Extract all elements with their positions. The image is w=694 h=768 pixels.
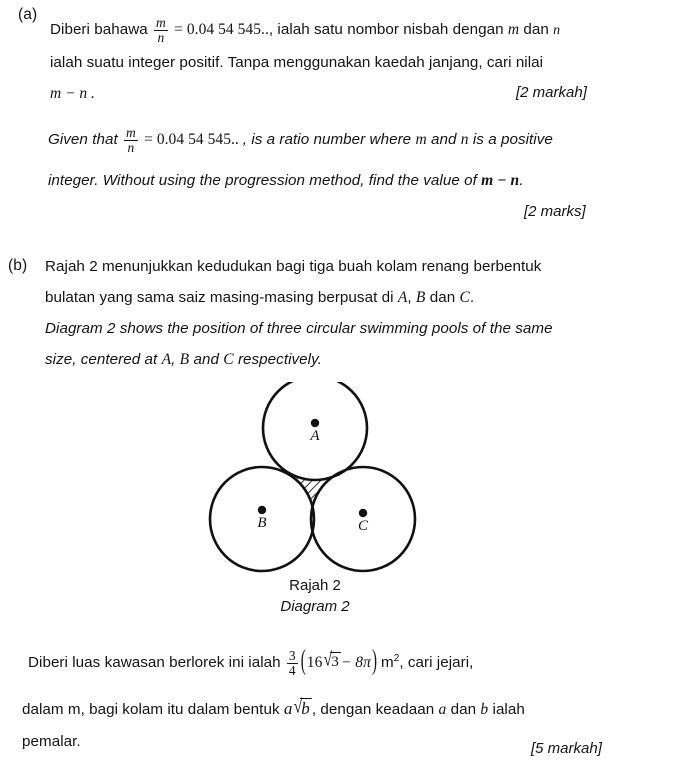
part-b-english-line2-pre: size, centered at	[45, 351, 158, 368]
point-b-english: B	[179, 351, 190, 368]
part-b-question-line2	[22, 698, 525, 719]
unit-exponent: 2	[393, 652, 400, 664]
comma-2: ,	[171, 351, 176, 368]
minus-eight-pi: − 8π	[340, 653, 371, 671]
period-1: .	[469, 289, 475, 306]
diagram-caption-malay: Rajah 2	[289, 577, 341, 594]
part-b-english-line2-post: respectively.	[237, 351, 322, 368]
comma-1: ,	[407, 289, 412, 306]
variable-m-english: m	[415, 130, 427, 148]
fraction-numerator: m	[156, 15, 166, 30]
part-b-english-line2	[45, 351, 322, 369]
part-a-english-line2	[48, 172, 524, 190]
part-a-malay-line1	[50, 16, 560, 45]
center-dot-a	[311, 419, 319, 427]
point-a: A	[397, 289, 408, 306]
part-b-question-line2-pre: dalam m, bagi kolam itu dalam bentuk	[22, 701, 280, 718]
paren-open: (	[300, 646, 306, 678]
part-b-question-marks: [5 markah]	[531, 740, 602, 757]
point-a-english: A	[161, 351, 172, 368]
expression-a-sqrt-b	[283, 696, 312, 718]
diagram-three-circles	[198, 382, 432, 577]
part-b-question-line1-post: , cari jejari,	[399, 653, 474, 671]
part-a-english-line2-pre: integer. Without using the progression method, find the value of	[48, 172, 477, 189]
fraction-m-over-n	[154, 16, 168, 45]
center-dot-b	[258, 506, 266, 514]
center-label-a: A	[310, 428, 320, 444]
paren-close: )	[371, 646, 377, 678]
variable-a: a	[438, 701, 447, 718]
part-b-question-line1-pre: Diberi luas kawasan berlorek ini ialah	[28, 653, 281, 671]
center-label-c: C	[357, 518, 369, 534]
part-a-english-line1-tail: is a positive	[472, 130, 553, 148]
conjunction-and: and	[430, 130, 457, 148]
sqrt-b	[292, 698, 311, 719]
unit-metres: m	[380, 653, 394, 671]
part-a-malay-marks: [2 markah]	[516, 84, 587, 101]
shaded-region	[238, 442, 398, 552]
fraction-three-quarters	[287, 649, 298, 678]
part-a-label: (a)	[18, 6, 38, 23]
fraction-denominator: n	[124, 140, 138, 155]
fraction-numerator: m	[126, 125, 136, 140]
center-label-b: B	[257, 515, 267, 531]
fraction-m-over-n-english	[124, 126, 138, 155]
part-b-label: (b)	[8, 257, 28, 274]
fraction-denominator: 4	[288, 662, 296, 678]
part-a-english-line1-post: , is a ratio number where	[242, 130, 412, 148]
part-a-english-marks: [2 marks]	[524, 203, 586, 220]
part-b-malay-line2	[45, 289, 474, 307]
part-b-malay-line2-pre: bulatan yang sama saiz masing-masing berpusat di	[45, 289, 394, 306]
part-a-malay-line1-post: , ialah satu nombor nisbah dengan	[268, 20, 504, 38]
radical-sign: √	[293, 696, 303, 718]
radicand-b: b	[301, 698, 310, 718]
sqrt-three	[322, 649, 341, 672]
part-b-question-line3: pemalar.	[22, 733, 81, 750]
radical-sign: √	[323, 649, 333, 671]
part-a-english-line2-post: .	[519, 172, 524, 189]
part-b-question-line1	[28, 646, 474, 678]
conjunction-dan-b: dan	[429, 289, 456, 306]
point-b: B	[415, 289, 426, 306]
part-b-english-line1: Diagram 2 shows the position of three circular swimming pools of the same	[45, 320, 553, 337]
variable-n: n	[553, 22, 561, 38]
part-a-malay-line1-pre: Diberi bahawa	[50, 20, 148, 38]
conjunction-dan-q: dan	[450, 701, 477, 718]
part-a-malay-line2: ialah suatu integer positif. Tanpa menggunakan kaedah janjang, cari nilai	[50, 54, 544, 71]
part-a-malay-expression: m − n .	[50, 85, 95, 102]
point-c-english: C	[223, 351, 234, 368]
center-dot-c	[359, 509, 367, 517]
coefficient-16: 16	[306, 653, 323, 671]
radicand: 3	[331, 653, 339, 671]
part-a-english-line1-pre: Given that	[48, 130, 118, 148]
part-a-english-line1	[48, 126, 553, 155]
variable-b: b	[480, 701, 489, 718]
diagram-caption-english: Diagram 2	[280, 598, 350, 615]
variable-m: m	[507, 20, 520, 38]
decimal-value: = 0.04 54 545..	[174, 20, 269, 38]
part-b-question-line2-tail: ialah	[492, 701, 525, 718]
part-b-question-line2-post: , dengan keadaan	[311, 701, 435, 718]
conjunction-dan: dan	[523, 20, 549, 38]
fraction-denominator: n	[154, 30, 168, 45]
variable-n-english: n	[460, 130, 469, 148]
conjunction-and-b: and	[193, 351, 219, 368]
fraction-numerator: 3	[288, 648, 296, 663]
point-c: C	[459, 289, 470, 306]
coefficient-a: a	[283, 699, 293, 718]
part-a-english-expression: m − n	[481, 172, 520, 189]
part-b-malay-line1: Rajah 2 menunjukkan kedudukan bagi tiga buah kolam renang berbentuk	[45, 258, 542, 275]
decimal-value-english: = 0.04 54 545..	[144, 130, 243, 148]
